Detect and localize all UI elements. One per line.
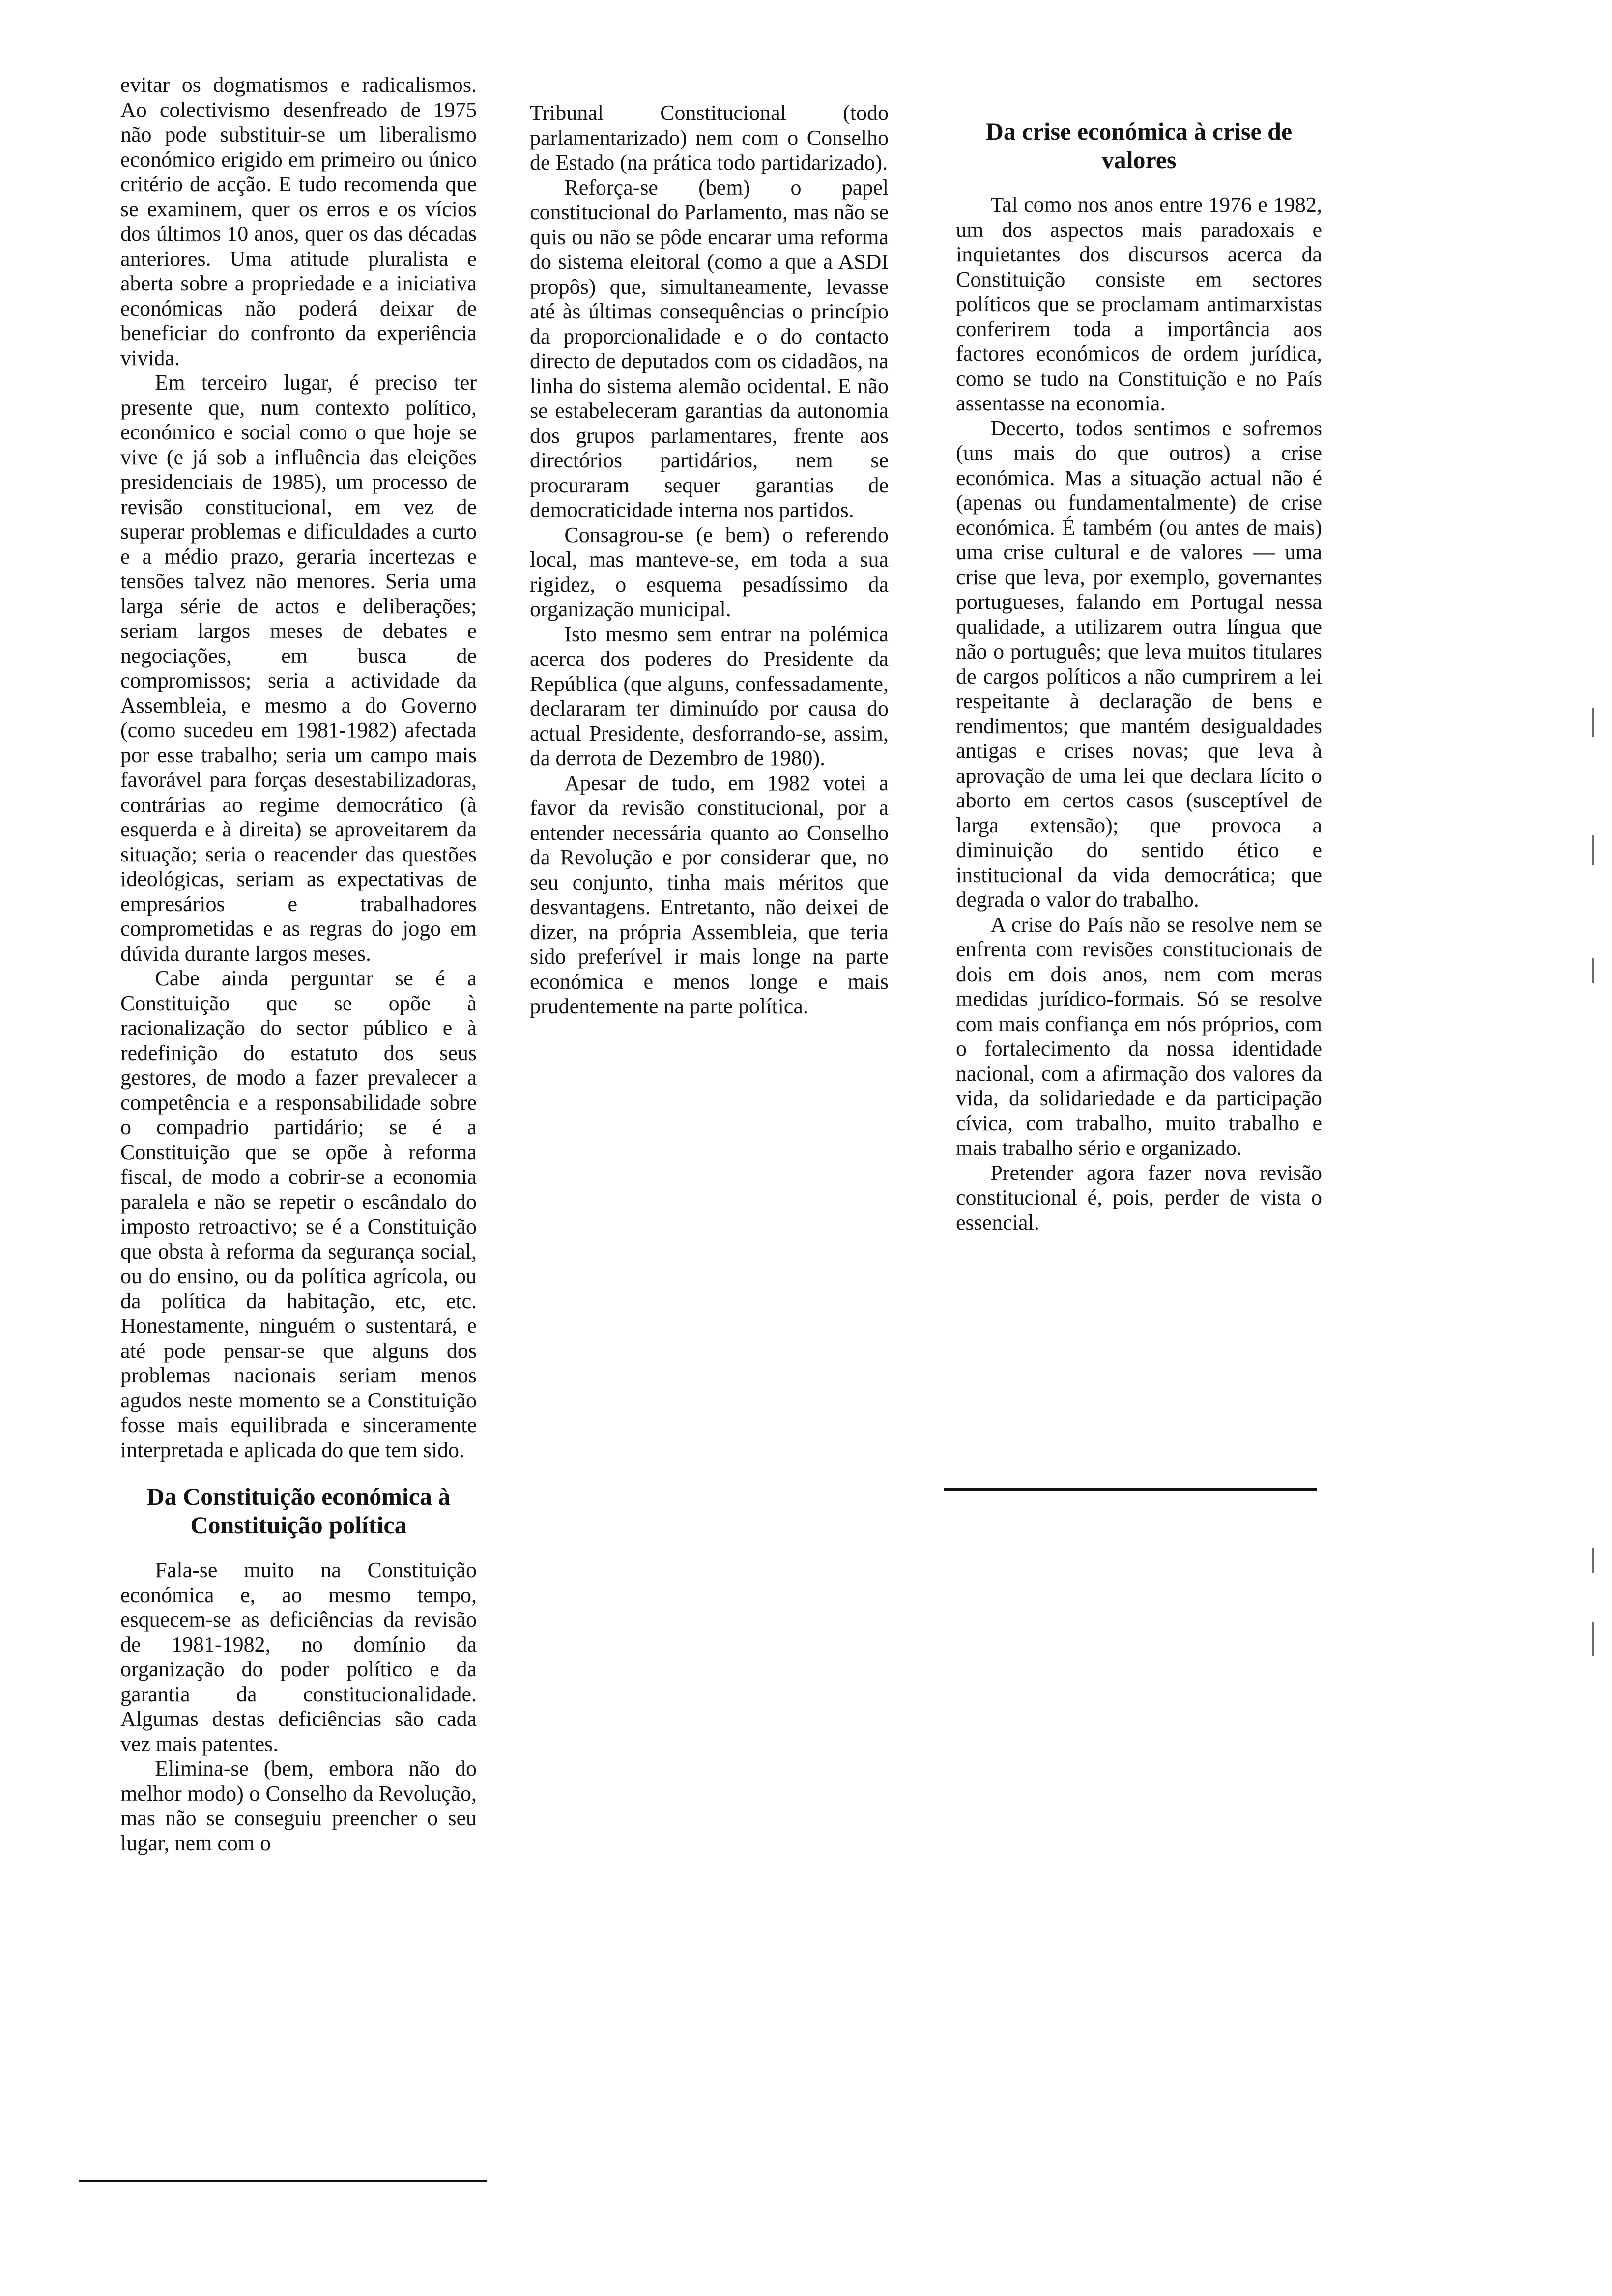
paragraph: Reforça-se (bem) o papel constitucional do Parlamento, mas não se quis ou não se pôde encarar uma reforma do sistema eleitoral (como a que a ASDI propôs) que, simultaneamente, levasse até às últimas consequências o princípio da proporcionalidade e o do contacto directo de deputados com os cidadãos, na linha do sistema alemão ocidental. E não se estabeleceram garantias da autonomia dos grupos parlamentares, frente aos directórios partidários, nem se procuraram sequer garantias de democraticidade interna nos partidos. [530,175,889,522]
paragraph: Apesar de tudo, em 1982 votei a favor da revisão constitucional, por a entender necessária quanto ao Conselho da Revolução e por considerar que, no seu conjunto, tinha mais méritos que desvantagens. Entretanto, não deixei de dizer, na própria Assembleia, que teria sido preferível ir mais longe na parte económica e menos longe e mais prudentemente na parte política. [530,771,889,1018]
section-heading-crise: Da crise económica à crise de valores [985,117,1293,173]
paragraph: Consagrou-se (e bem) o referendo local, mas manteve-se, em toda a sua rigidez, o esquema pesadíssimo da organização municipal. [530,522,889,621]
paragraph: Decerto, todos sentimos e sofremos (uns mais do que outros) a crise económica. Mas a situação actual não é (apenas ou fundamentalmente) de crise económica. É também (ou antes de mais) uma crise cultural e de valores — uma crise que leva, por exemplo, governantes portugueses, falando em Portugal nessa qualidade, a utilizarem outra língua que não o português; que leva muitos titulares de cargos políticos a não cumprirem a lei respeitante à declaração de bens e rendimentos; que mantém desigualdades antigas e crises novas; que leva à aprovação de uma lei que declara lícito o aborto em certos casos (susceptível de larga extensão); que provoca a diminuição do sentido ético e institucional da vida democrática; que degrada o valor do trabalho. [956,416,1322,912]
section-heading-constituicao: Da Constituição económica à Constituição política [146,1483,451,1539]
paragraph: Tribunal Constitucional (todo parlamentarizado) nem com o Conselho de Estado (na prática todo partidarizado). [530,101,889,174]
article-end-rule [944,1488,1317,1491]
paragraph: Tal como nos anos entre 1976 e 1982, um dos aspectos mais paradoxais e inquietantes dos discursos acerca da Constituição consiste em sectores políticos que se proclamam antimarxistas conferirem toda a importância aos factores económicos de ordem jurídica, como se tudo na Constituição e no País assentasse na economia. [956,193,1322,415]
article-column-1 [120,73,477,1856]
paragraph: Isto mesmo sem entrar na polémica acerca dos poderes do Presidente da República (que alguns, confessadamente, declararam ter diminuído por causa do actual Presidente, desforrando-se, assim, da derrota de Dezembro de 1980). [530,622,889,770]
scan-margin-mark [1592,708,1594,737]
scan-margin-mark [1592,1548,1594,1573]
column-end-rule [79,2180,487,2182]
paragraph: Cabe ainda perguntar se é a Constituição que se opõe à racionalização do sector público e à redefinição do estatuto dos seus gestores, de modo a fazer prevalecer a competência e a responsabilidade sobre o compadrio partidário; se é a Constituição que se opõe à reforma fiscal, de modo a cobrir-se a economia paralela e não se repetir o escândalo do imposto retroactivo; se é a Constituição que obsta à reforma da segurança social, ou do ensino, ou da política agrícola, ou da política da habitação, etc, etc. Honestamente, ninguém o sustentará, e até pode pensar-se que alguns dos problemas nacionais seriam menos agudos neste momento se a Constituição fosse mais equilibrada e sinceramente interpretada e aplicada do que tem sido. [120,966,477,1462]
scan-margin-mark [1592,1622,1594,1656]
paragraph: evitar os dogmatismos e radicalismos. Ao colectivismo desenfreado de 1975 não pode substituir-se um liberalismo económico erigido em primeiro ou único critério de acção. E tudo recomenda que se examinem, quer os erros e os vícios dos últimos 10 anos, quer os das décadas anteriores. Uma atitude pluralista e aberta sobre a propriedade e a iniciativa económicas não poderá deixar de beneficiar do confronto da experiência vivida. [120,73,477,370]
paragraph: Em terceiro lugar, é preciso ter presente que, num contexto político, económico e social como o que hoje se vive (e já sob a influência das eleições presidenciais de 1985), um processo de revisão constitucional, em vez de superar problemas e dificuldades a curto e a médio prazo, geraria incertezas e tensões talvez não menores. Seria uma larga série de actos e deliberações; seriam largos meses de debates e negociações, em busca de compromissos; seria a actividade da Assembleia, e mesmo a do Governo (como sucedeu em 1981-1982) afectada por esse trabalho; seria um campo mais favorável para forças desestabilizadoras, contrárias ao regime democrático (à esquerda e à direita) se aproveitarem da situação; seria o reacender das questões ideológicas, seriam as expectativas de empresários e trabalhadores comprometidas e as regras do jogo em dúvida durante largos meses. [120,371,477,966]
paragraph: Pretender agora fazer nova revisão constitucional é, pois, perder de vista o essencial. [956,1160,1322,1234]
scan-margin-mark [1592,835,1594,865]
article-column-2 [530,101,889,1019]
paragraph: A crise do País não se resolve nem se enfrenta com revisões constitucionais de dois em dois anos, nem com meras medidas jurídico-formais. Só se resolve com mais confiança em nós próprios, com o fortalecimento da nossa identidade nacional, com a afirmação dos valores da vida, da solidariedade e da participação cívica, com trabalho, muito trabalho e mais trabalho sério e organizado. [956,912,1322,1160]
scan-margin-mark [1592,958,1594,983]
paragraph: Fala-se muito na Constituição económica e, ao mesmo tempo, esquecem-se as deficiências da revisão de 1981-1982, no domínio da organização do poder político e da garantia da constitucionalidade. Algumas destas deficiências são cada vez mais patentes. [120,1558,477,1756]
paragraph: Elimina-se (bem, embora não do melhor modo) o Conselho da Revolução, mas não se conseguiu preencher o seu lugar, nem com o [120,1756,477,1855]
article-column-3 [956,117,1322,1235]
